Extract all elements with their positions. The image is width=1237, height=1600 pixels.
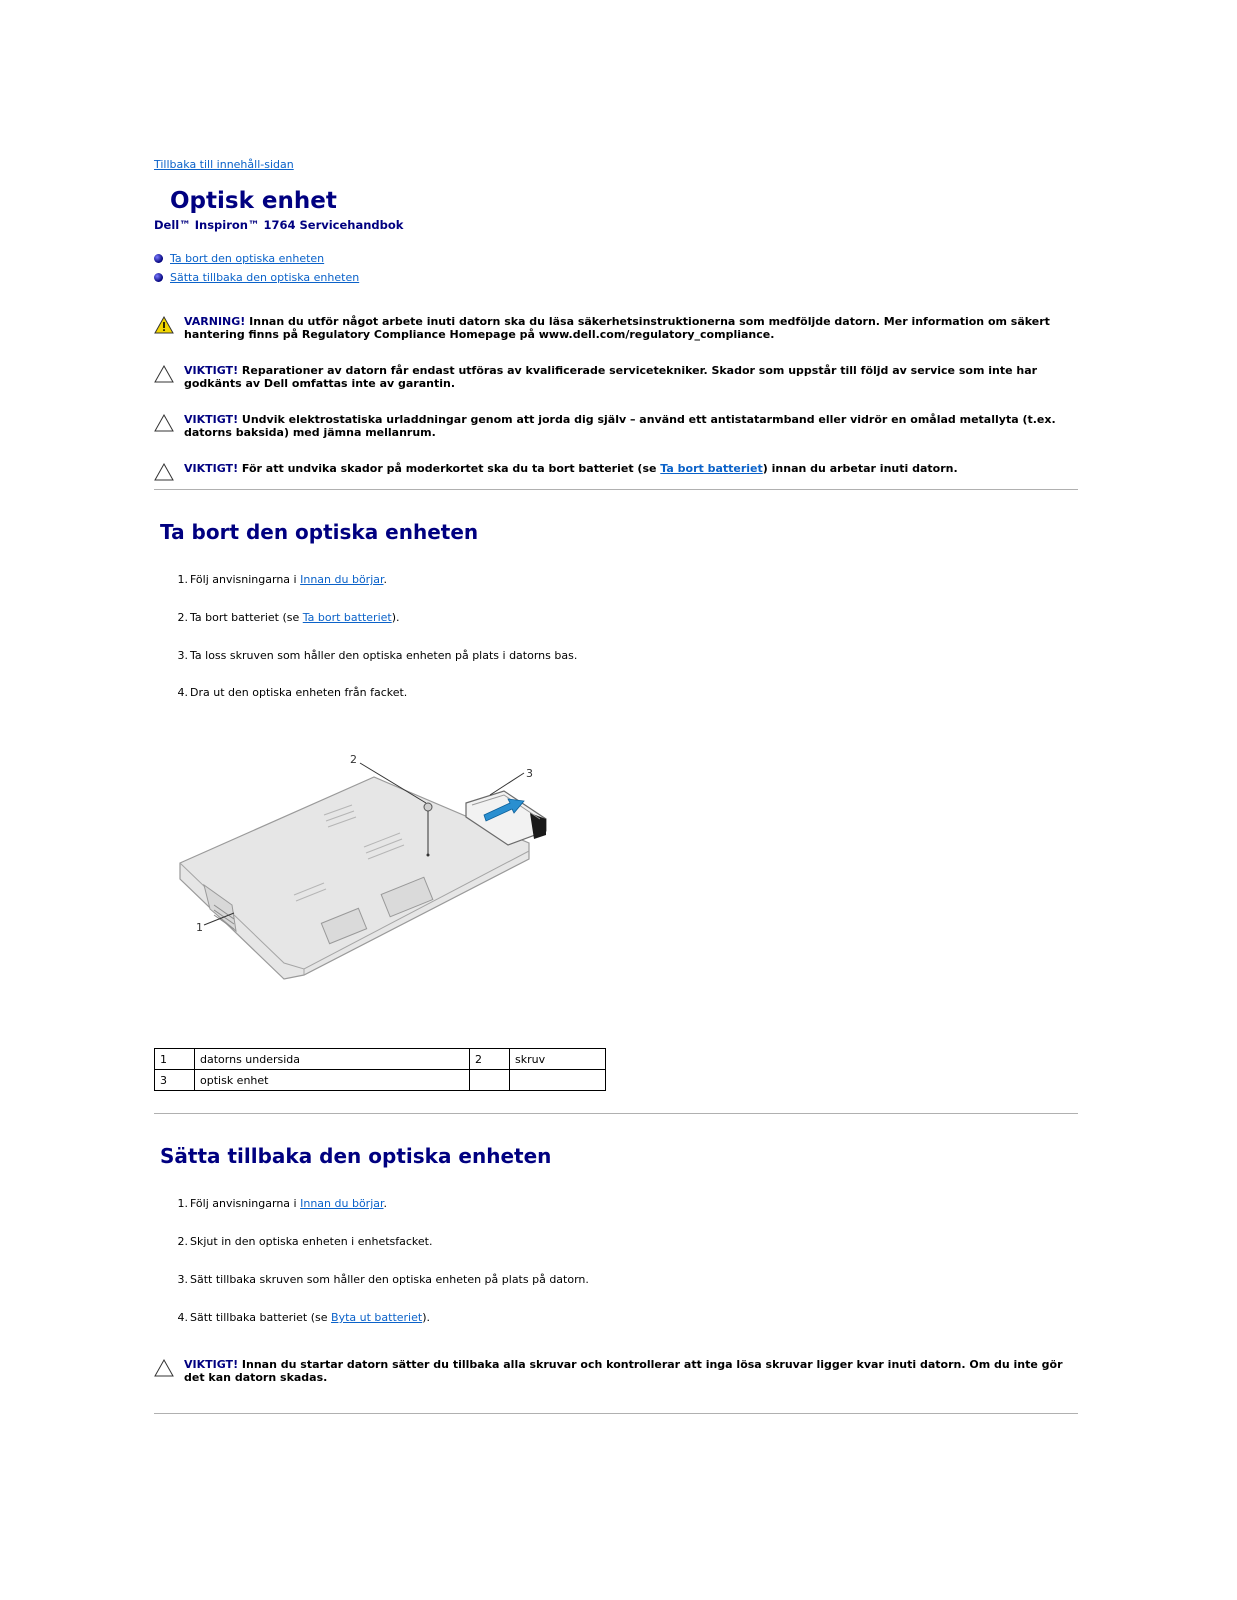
divider bbox=[154, 1413, 1078, 1414]
remove-battery-link[interactable]: Ta bort batteriet bbox=[302, 611, 392, 624]
notice-label: VIKTIGT! bbox=[184, 462, 239, 475]
list-item: 4. Sätt tillbaka batteriet (se Byta ut batteriet). bbox=[177, 1311, 430, 1324]
caution-triangle-icon bbox=[154, 413, 184, 439]
important-notice bbox=[154, 364, 1074, 390]
bullet-icon bbox=[154, 254, 163, 263]
section-heading-replace: Sätta tillbaka den optiska enheten bbox=[160, 1144, 552, 1168]
notice-text: Undvik elektrostatiska urladdningar genom att jorda dig själv – använd ett antistatarmband eller vidrör en omålad metallyta (t.ex. datorns baksida) med jämna mellanrum. bbox=[184, 413, 1056, 439]
table-row: 1 datorns undersida 2 skruv bbox=[155, 1049, 606, 1070]
toc-item bbox=[154, 268, 359, 287]
caution-triangle-icon bbox=[154, 364, 184, 390]
list-item: 3. Ta loss skruven som håller den optiska enheten på plats i datorns bas. bbox=[177, 649, 578, 662]
before-you-begin-link[interactable]: Innan du börjar bbox=[300, 573, 384, 586]
callout-1: 1 bbox=[196, 921, 203, 934]
callout-3: 3 bbox=[526, 767, 533, 780]
notice-text: För att undvika skador på moderkortet ska du ta bort batteriet (se bbox=[238, 462, 661, 475]
notice-label: VIKTIGT! bbox=[184, 1358, 239, 1371]
toc-item bbox=[154, 249, 359, 268]
notice-label: VARNING! bbox=[184, 315, 246, 328]
important-notice bbox=[154, 1358, 1074, 1384]
toc-link-remove[interactable]: Ta bort den optiska enheten bbox=[170, 252, 325, 265]
important-notice bbox=[154, 462, 1074, 484]
before-you-begin-link[interactable]: Innan du börjar bbox=[300, 1197, 384, 1210]
list-item: 1. Följ anvisningarna i Innan du börjar. bbox=[177, 1197, 388, 1210]
section-heading-remove: Ta bort den optiska enheten bbox=[160, 520, 479, 544]
notice-text: ) innan du arbetar inuti datorn. bbox=[762, 462, 958, 475]
list-item: 4. Dra ut den optiska enheten från facket. bbox=[177, 686, 408, 699]
remove-battery-link[interactable]: Ta bort batteriet bbox=[660, 462, 763, 475]
caution-triangle-icon bbox=[154, 462, 184, 484]
notice-label: VIKTIGT! bbox=[184, 413, 239, 426]
optical-drive-removal-illustration bbox=[174, 755, 574, 995]
table-of-contents bbox=[154, 249, 359, 287]
notice-text: Reparationer av datorn får endast utföras av kvalificerade servicetekniker. Skador som uppstår till följd av service som inte har godkänts av Dell omfattas inte av garantin. bbox=[184, 364, 1038, 390]
manual-subtitle: Dell™ Inspiron™ 1764 Servicehandbok bbox=[154, 218, 404, 232]
warning-triangle-icon bbox=[154, 315, 184, 341]
caution-triangle-icon bbox=[154, 1358, 184, 1384]
notice-label: VIKTIGT! bbox=[184, 364, 239, 377]
notice-text: Innan du utför något arbete inuti datorn ska du läsa säkerhetsinstruktionerna som medföljde datorn. Mer information om säkert hantering finns på Regulatory Compliance Homepage på www.dell.com/regulatory_compliance. bbox=[184, 315, 1050, 341]
toc-link-replace[interactable]: Sätta tillbaka den optiska enheten bbox=[170, 271, 360, 284]
important-notice bbox=[154, 413, 1074, 439]
back-to-contents-link[interactable]: Tillbaka till innehåll-sidan bbox=[154, 158, 294, 171]
page-title: Optisk enhet bbox=[170, 188, 337, 214]
notice-text: Innan du startar datorn sätter du tillbaka alla skruvar och kontrollerar att inga lösa skruvar ligger kvar inuti datorn. Om du inte gör det kan datorn skadas. bbox=[184, 1358, 1063, 1384]
list-item: 2. Ta bort batteriet (se Ta bort batteriet). bbox=[177, 611, 400, 624]
list-item: 2. Skjut in den optiska enheten i enhetsfacket. bbox=[177, 1235, 433, 1248]
list-item: 3. Sätt tillbaka skruven som håller den optiska enheten på plats på datorn. bbox=[177, 1273, 589, 1286]
divider bbox=[154, 1113, 1078, 1114]
replace-battery-link[interactable]: Byta ut batteriet bbox=[331, 1311, 423, 1324]
figure-legend-table bbox=[154, 1048, 606, 1091]
table-row: 3 optisk enhet bbox=[155, 1070, 606, 1091]
bullet-icon bbox=[154, 273, 163, 282]
warning-notice bbox=[154, 315, 1074, 341]
callout-2: 2 bbox=[350, 755, 357, 766]
divider bbox=[154, 489, 1078, 490]
list-item: 1. Följ anvisningarna i Innan du börjar. bbox=[177, 573, 388, 586]
